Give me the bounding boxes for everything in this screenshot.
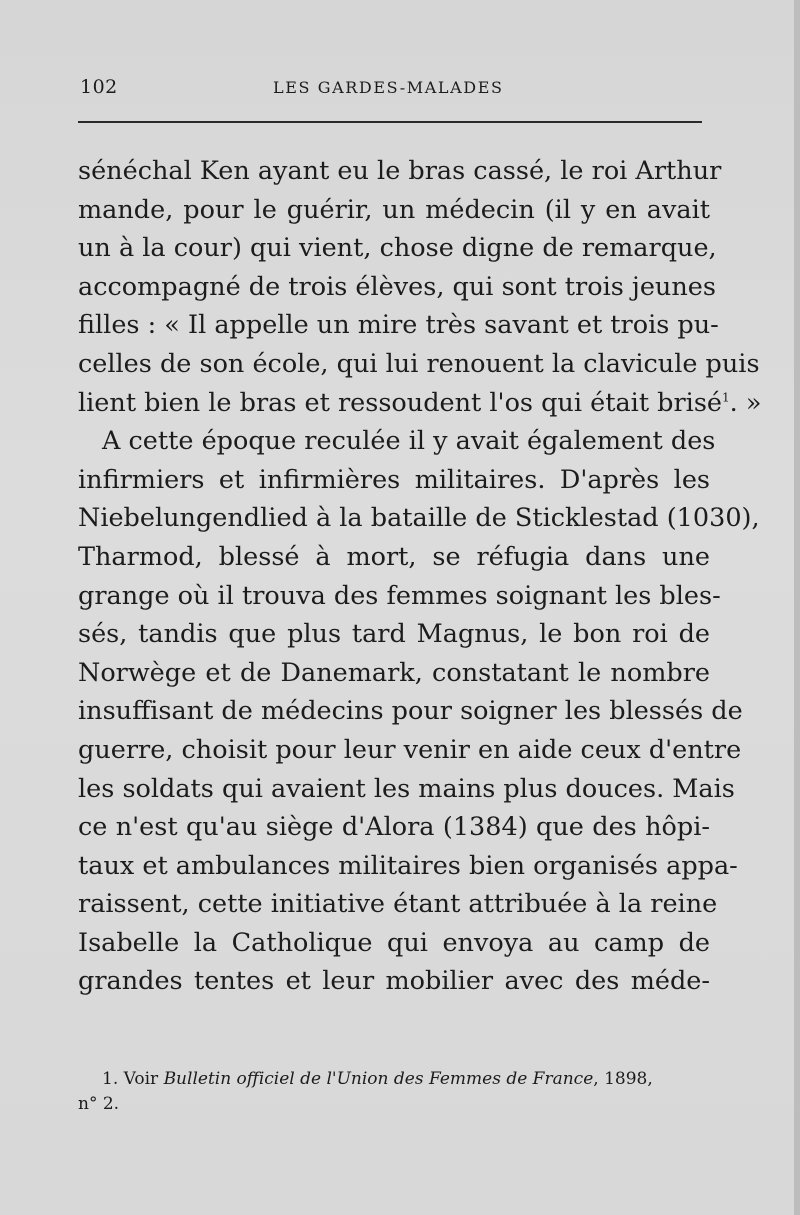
running-title: LES GARDES-MALADES: [273, 78, 504, 97]
footnote: [78, 1067, 710, 1117]
text-line: guerre, choisit pour leur venir en aide ceux d'entre: [78, 734, 742, 765]
text-line: taux et ambulances militaires bien organisés appa-: [78, 850, 738, 881]
text-line: accompagné de trois élèves, qui sont trois jeunes: [78, 271, 716, 302]
page-number: 102: [80, 76, 118, 98]
text-line: Niebelungendlied à la bataille de Sticklestad (1030),: [78, 503, 760, 534]
text-line: raissent, cette initiative étant attribuée à la reine: [78, 889, 718, 920]
text-line: Norwège et de Danemark, constatant le nombre: [78, 657, 710, 688]
footnote-suffix: , 1898,: [593, 1069, 653, 1089]
text-line: filles : « Il appelle un mire très savant et trois pu-: [78, 310, 719, 341]
text-line: mande, pour le guérir, un médecin (il y en avait: [78, 194, 710, 225]
text-segment: lient bien le bras et ressoudent l'os qui était brisé: [78, 387, 723, 418]
text-line: un à la cour) qui vient, chose digne de remarque,: [78, 233, 717, 264]
page-edge-shadow: [794, 0, 800, 1215]
text-line: insuffisant de médecins pour soigner les blessés de: [78, 696, 743, 727]
header-rule: [78, 121, 702, 123]
text-line: infirmiers et infirmières militaires. D'après les: [78, 464, 710, 495]
text-line: sénéchal Ken ayant eu le bras cassé, le roi Arthur: [78, 156, 722, 186]
text-line: Tharmod, blessé à mort, se réfugia dans une: [78, 541, 710, 572]
body-text: [78, 152, 762, 1001]
footnote-title: Bulletin officiel de l'Union des Femmes de France: [163, 1069, 594, 1089]
text-line: sés, tandis que plus tard Magnus, le bon roi de: [78, 619, 710, 650]
text-line: celles de son école, qui lui renouent la clavicule puis: [78, 348, 760, 379]
text-segment: . »: [729, 387, 762, 418]
footnote-prefix: Voir: [123, 1069, 159, 1089]
footnote-line: [78, 1067, 710, 1092]
text-line: ce n'est qu'au siège d'Alora (1384) que des hôpi-: [78, 812, 710, 843]
footnote-line: n° 2.: [78, 1094, 120, 1114]
text-line: grange où il trouva des femmes soignant les bles-: [78, 580, 721, 611]
footnote-marker: 1: [722, 390, 730, 405]
footnote-number: 1.: [102, 1069, 119, 1089]
text-line: grandes tentes et leur mobilier avec des méde-: [78, 966, 710, 997]
text-line: Isabelle la Catholique qui envoya au camp de: [78, 927, 710, 958]
text-line: A cette époque reculée il y avait également des: [102, 426, 716, 457]
text-line: [78, 384, 762, 423]
text-line: les soldats qui avaient les mains plus douces. Mais: [78, 773, 735, 804]
